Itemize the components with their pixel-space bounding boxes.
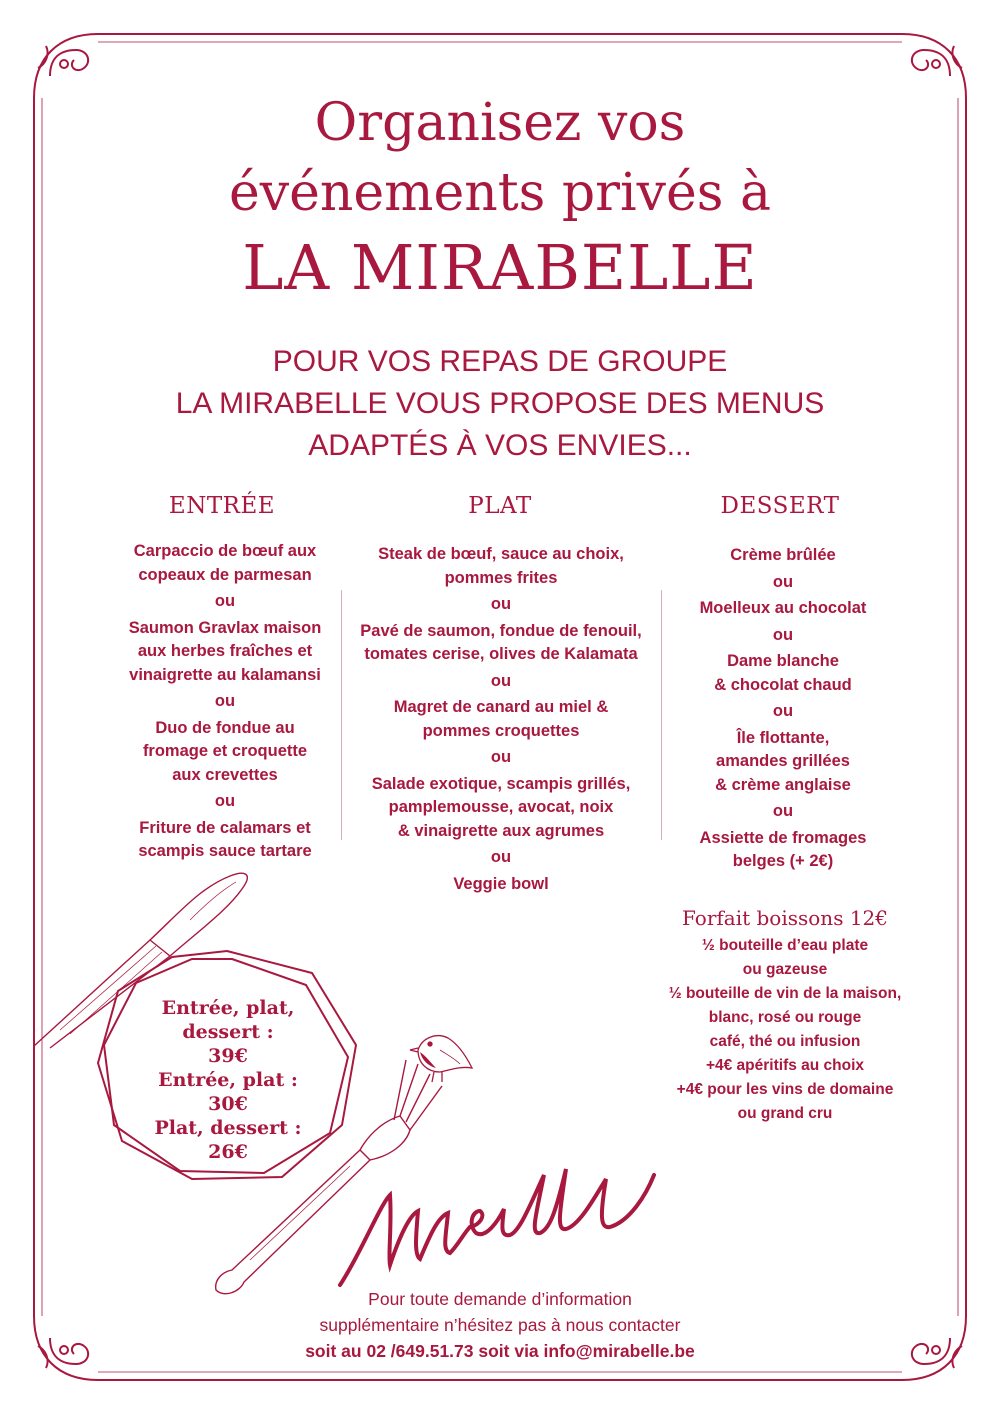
price-line: dessert : [182,1021,274,1043]
entree-item-4-line: scampis sauce tartare [138,842,312,860]
drinks-line: blanc, rosé ou rouge [708,1009,862,1026]
drinks-line: ou gazeuse [742,961,828,978]
drinks-list [630,934,940,1126]
entree-item-2-line: aux herbes fraîches et [137,642,313,660]
plat-item-3-line: Magret de canard au miel & [393,698,609,716]
plat-header: PLAT [468,493,532,519]
dessert-item-5-line: belges (+ 2€) [732,852,834,870]
price-line: 30€ [208,1093,248,1115]
entree-item-2-line: Saumon Gravlax maison [128,618,322,637]
price-line: Plat, dessert : [154,1117,302,1139]
or-separator: ou [214,692,236,710]
drinks-title: Forfait boissons 12€ [682,906,888,930]
drinks-line: ou grand cru [737,1105,833,1122]
entree-header: ENTRÉE [168,493,276,519]
drinks-line: café, thé ou infusion [709,1033,861,1050]
or-separator: ou [490,748,512,766]
plat-item-2-line: Pavé de saumon, fondue de fenouil, [360,621,642,640]
or-separator: ou [772,702,794,720]
plat-item-4-line: Salade exotique, scampis grillés, [371,774,631,793]
mirabelle-signature-logo [330,1155,660,1295]
entree-item-1-line: copeaux de parmesan [138,565,312,584]
bird-icon [400,1020,480,1100]
heading-line-2: événements privés à [228,163,771,223]
dessert-item-4-line: amandes grillées [716,752,850,770]
or-separator: ou [490,671,512,690]
corner-flourish-icon [34,34,98,98]
entree-item-3-line: Duo de fondue au [155,718,295,737]
or-separator: ou [772,802,794,820]
or-separator: ou [214,592,236,610]
entree-item-3-line: aux crevettes [172,765,278,784]
contact-line-2: supplémentaire n’hésitez pas à nous contacter [319,1315,681,1335]
or-separator: ou [490,595,512,613]
dessert-item-3-line: & chocolat chaud [714,675,852,694]
plat-item-1-line: Steak de bœuf, sauce au choix, [378,545,624,563]
dessert-header: DESSERT [720,493,840,519]
intro-line-1: POUR VOS REPAS DE GROUPE [272,345,728,378]
plat-item-4-line: & vinaigrette aux agrumes [397,821,605,840]
price-line: Entrée, plat : [158,1069,298,1091]
contact-line-1: Pour toute demande d’information [368,1289,632,1309]
dessert-list [650,544,916,874]
dessert-item-5-line: Assiette de fromages [699,828,867,847]
dessert-item-4-line: Île flottante, [736,728,830,747]
dessert-item-2-line: Moelleux au chocolat [699,599,867,617]
drinks-line: ½ bouteille de vin de la maison, [668,985,902,1002]
heading-line-1: Organisez vos [314,93,686,153]
dessert-item-4-line: & crème anglaise [715,775,851,794]
or-separator: ou [772,572,794,591]
heading-restaurant-name: LA MIRABELLE [242,231,758,304]
intro-line-3: ADAPTÉS À VOS ENVIES... [308,429,692,462]
plat-item-1-line: pommes frites [444,568,558,587]
drinks-line: ½ bouteille d’eau plate [701,937,869,954]
drinks-line: +4€ apéritifs au choix [705,1057,865,1074]
entree-list [92,540,358,864]
intro-line-2: LA MIRABELLE VOUS PROPOSE DES MENUS [175,387,825,420]
plat-item-3-line: pommes croquettes [422,721,580,740]
price-line: 39€ [208,1045,248,1067]
drinks-line: +4€ pour les vins de domaine [676,1081,894,1098]
price-line: 26€ [208,1141,248,1163]
or-separator: ou [772,625,794,644]
or-separator: ou [214,792,236,810]
entree-item-4-line: Friture de calamars et [139,818,311,837]
corner-flourish-icon [902,34,966,98]
entree-item-1-line: Carpaccio de bœuf aux [133,542,317,560]
entree-item-2-line: vinaigrette au kalamansi [129,665,321,684]
plat-item-5-line: Veggie bowl [453,874,549,893]
plat-item-2-line: tomates cerise, olives de Kalamata [364,645,638,663]
dessert-item-3-line: Dame blanche [727,652,839,670]
contact-line-3 [0,1338,1000,1364]
plat-list [336,543,666,896]
or-separator: ou [490,848,512,866]
contact-details: soit au 02 /649.51.73 soit via info@mirabelle.be [305,1341,695,1361]
dessert-item-1-line: Crème brûlée [730,546,836,564]
price-line: Entrée, plat, [161,997,295,1019]
entree-item-3-line: fromage et croquette [142,742,308,760]
plat-item-4-line: pamplemousse, avocat, noix [388,798,614,816]
